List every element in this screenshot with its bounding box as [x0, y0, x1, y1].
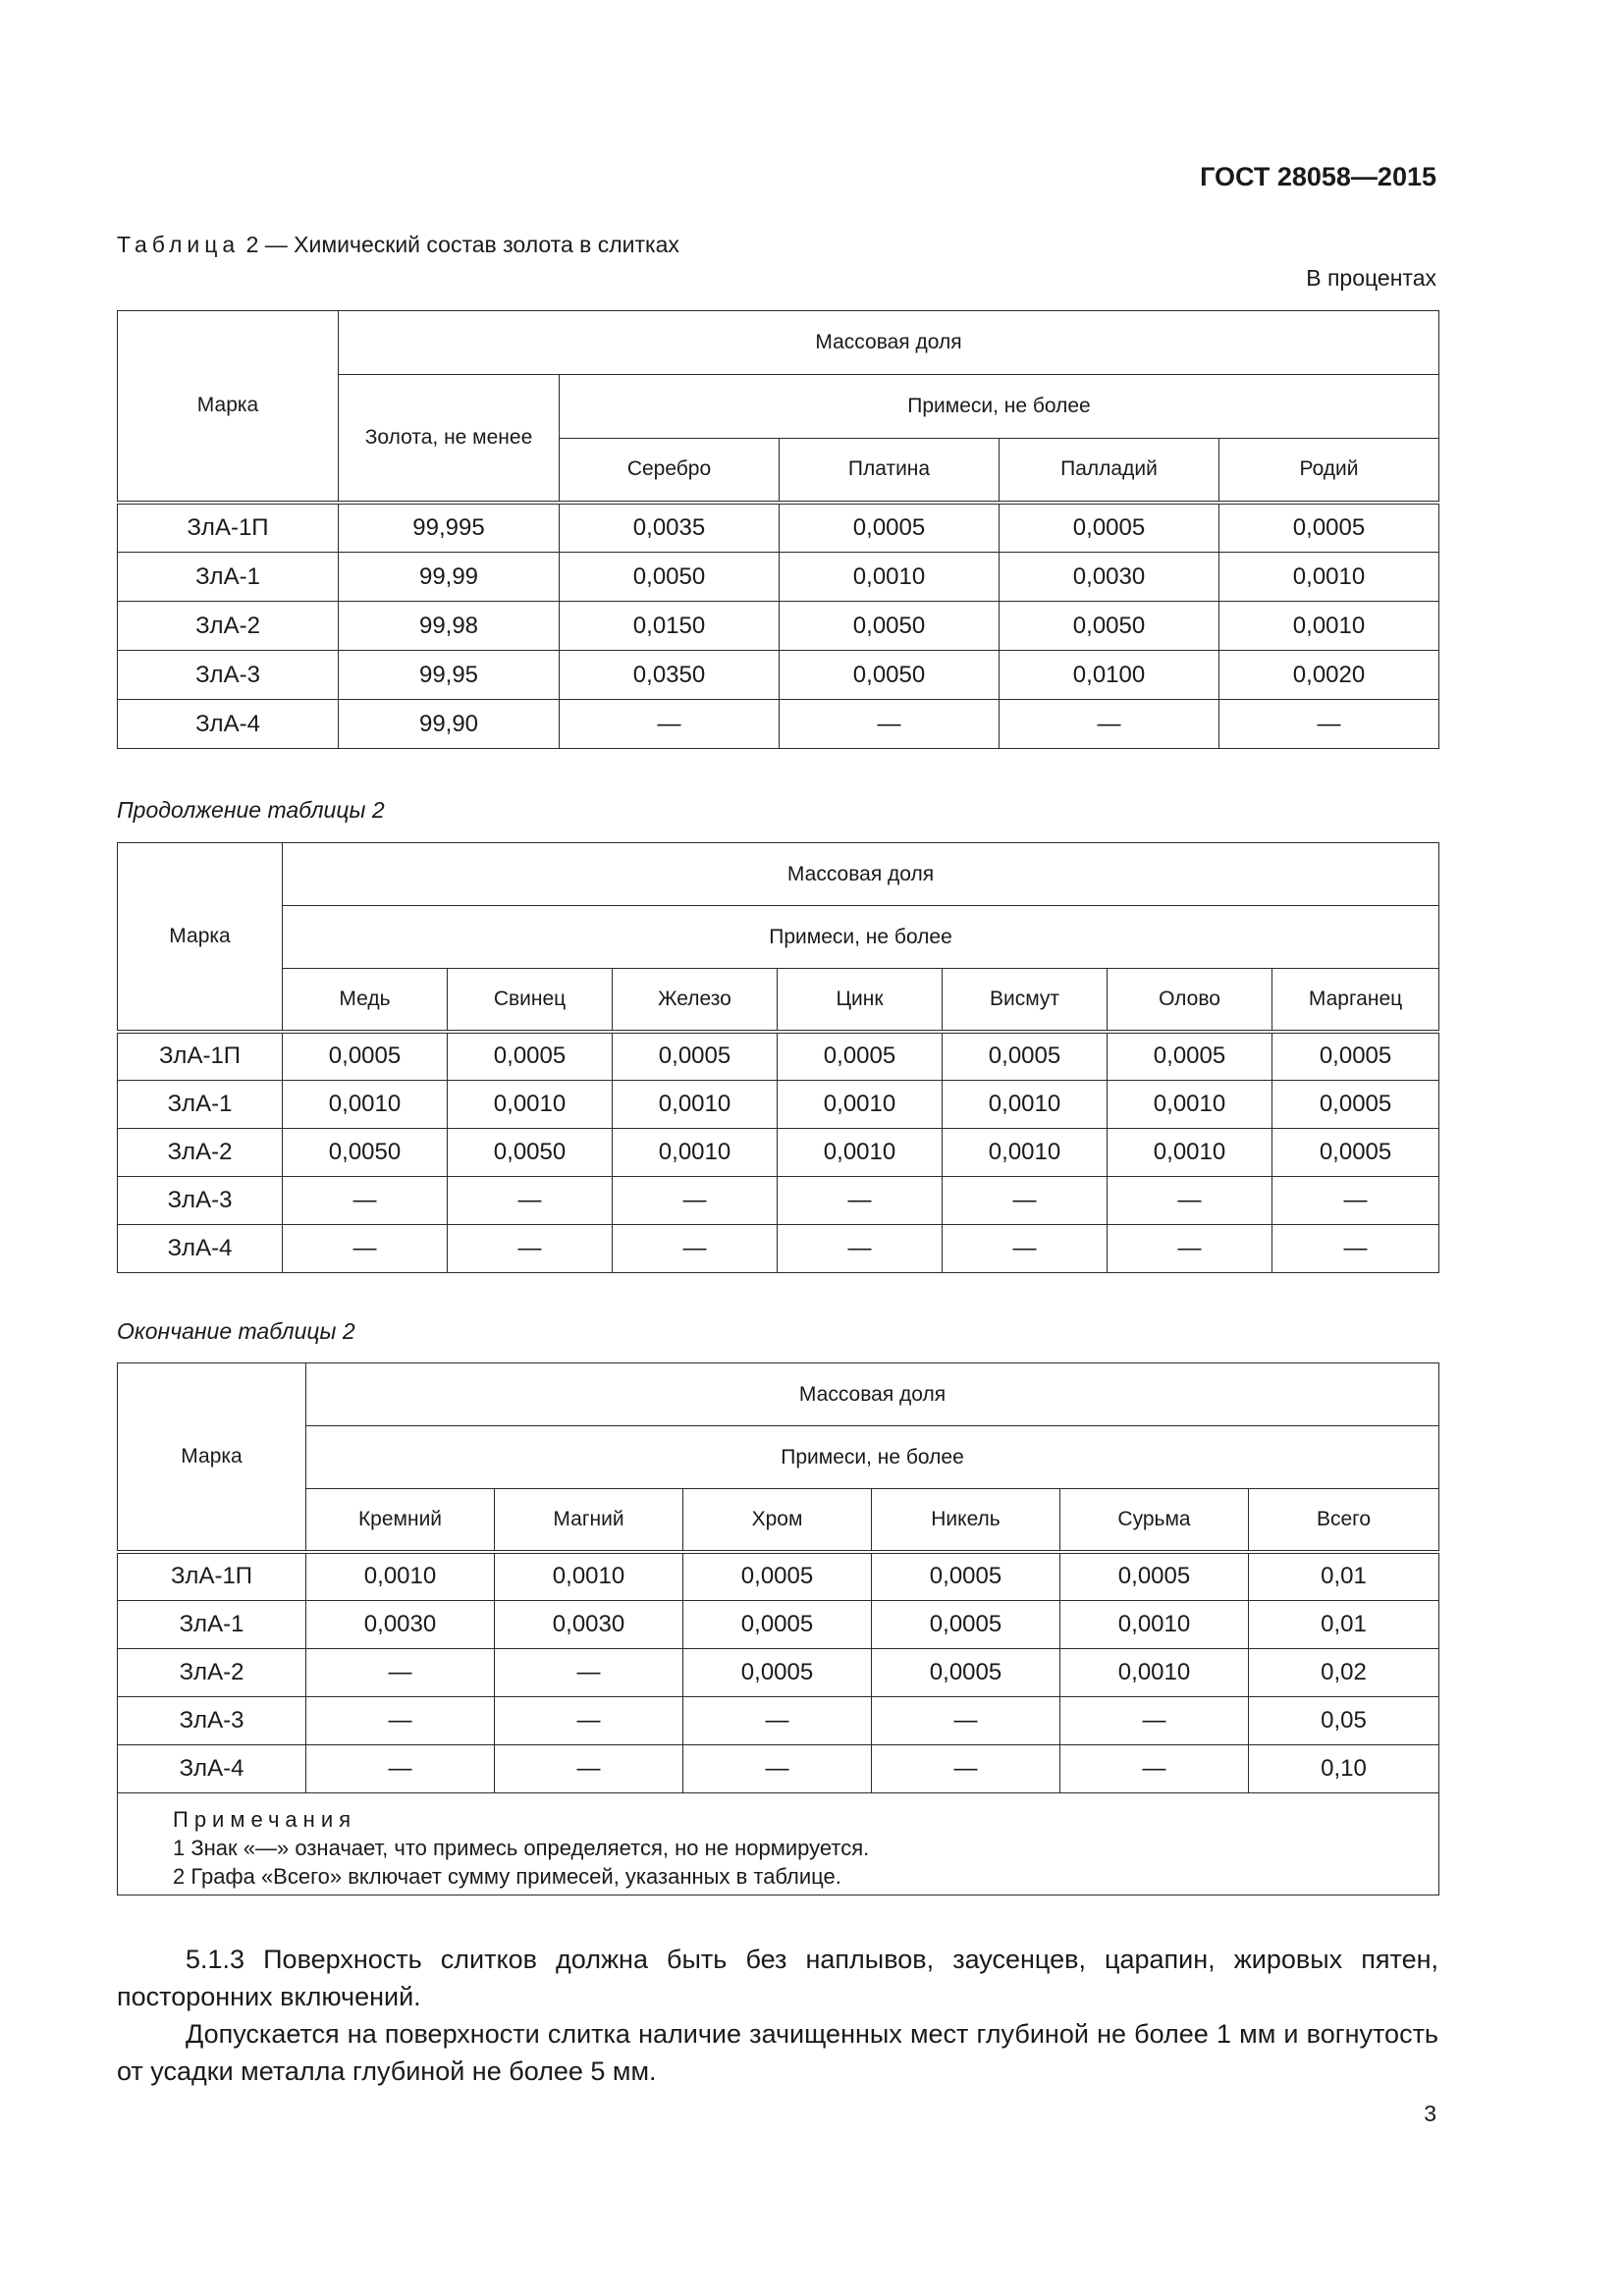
- cell: 0,0035: [560, 503, 780, 553]
- cell: —: [495, 1649, 683, 1697]
- cell: 0,0010: [778, 1129, 943, 1177]
- cell: —: [780, 700, 1000, 749]
- table-row: [118, 1225, 1439, 1273]
- cell: 0,0010: [495, 1552, 683, 1601]
- cell: 0,01: [1249, 1552, 1439, 1601]
- cell: —: [448, 1225, 613, 1273]
- cell: 0,02: [1249, 1649, 1439, 1697]
- ending-label: Окончание таблицы 2: [117, 1318, 355, 1344]
- cell: —: [778, 1177, 943, 1225]
- cell: —: [1219, 700, 1439, 749]
- header-column: Серебро: [560, 439, 780, 503]
- cell: —: [778, 1225, 943, 1273]
- cell: 0,0010: [1219, 553, 1439, 602]
- header-column: Сурьма: [1060, 1489, 1249, 1552]
- cell: ЗлА-1: [118, 553, 339, 602]
- cell: —: [495, 1697, 683, 1745]
- cell: ЗлА-4: [118, 700, 339, 749]
- table-1: [117, 310, 1439, 749]
- header-column: Олово: [1108, 969, 1272, 1032]
- cell: 99,995: [339, 503, 560, 553]
- header-column: Всего: [1249, 1489, 1439, 1552]
- cell: ЗлА-3: [118, 1697, 306, 1745]
- cell: 0,10: [1249, 1745, 1439, 1793]
- cell: 0,01: [1249, 1601, 1439, 1649]
- cell: —: [683, 1745, 872, 1793]
- cell: —: [495, 1745, 683, 1793]
- cell: 0,0150: [560, 602, 780, 651]
- cell: 0,0010: [778, 1081, 943, 1129]
- header-column: Свинец: [448, 969, 613, 1032]
- cell: ЗлА-1: [118, 1601, 306, 1649]
- paragraph: Допускается на поверхности слитка наличие зачищенных мест глубиной не более 1 мм и вогнутость от усадки металла глубиной не более 5 мм.: [117, 2019, 1438, 2086]
- cell: 0,0005: [683, 1649, 872, 1697]
- header-column: Никель: [872, 1489, 1060, 1552]
- cell: —: [1060, 1697, 1249, 1745]
- header-column: Висмут: [943, 969, 1108, 1032]
- table-row: [118, 503, 1439, 553]
- table-3: [117, 1362, 1439, 1896]
- body-text: [117, 1941, 1438, 2090]
- header-column: Палладий: [1000, 439, 1219, 503]
- cell: —: [872, 1697, 1060, 1745]
- cell: —: [943, 1177, 1108, 1225]
- cell: 0,0010: [943, 1081, 1108, 1129]
- standard-code: ГОСТ 28058—2015: [1200, 162, 1436, 191]
- cell: —: [1272, 1225, 1439, 1273]
- cell: 0,0350: [560, 651, 780, 700]
- table-row: [118, 1177, 1439, 1225]
- cell: 0,0005: [613, 1032, 778, 1081]
- note-item: 1 Знак «—» означает, что примесь определяется, но не нормируется.: [173, 1836, 870, 1860]
- cell: ЗлА-1: [118, 1081, 283, 1129]
- cell: 99,95: [339, 651, 560, 700]
- cell: 0,0005: [448, 1032, 613, 1081]
- cell: 0,0005: [283, 1032, 448, 1081]
- cell: 0,0005: [1272, 1081, 1439, 1129]
- cell: 0,0020: [1219, 651, 1439, 700]
- header-impurities: Примеси, не более: [283, 906, 1439, 969]
- cell: 0,0050: [283, 1129, 448, 1177]
- header-impurities: Примеси, не более: [306, 1426, 1439, 1489]
- table-title-prefix: Таблица: [117, 232, 241, 257]
- cell: 0,0050: [448, 1129, 613, 1177]
- cell: —: [1000, 700, 1219, 749]
- table-row: [118, 1129, 1439, 1177]
- cell: 0,0005: [1272, 1129, 1439, 1177]
- cell: 0,0010: [448, 1081, 613, 1129]
- cell: 0,0010: [306, 1552, 495, 1601]
- cell: ЗлА-1П: [118, 1032, 283, 1081]
- cell: 99,90: [339, 700, 560, 749]
- cell: —: [1060, 1745, 1249, 1793]
- cell: 0,0005: [1219, 503, 1439, 553]
- cell: 0,0050: [560, 553, 780, 602]
- cell: —: [1272, 1177, 1439, 1225]
- table-row: [118, 1649, 1439, 1697]
- header-impurities: Примеси, не более: [560, 375, 1439, 439]
- cell: 0,0005: [872, 1552, 1060, 1601]
- cell: 0,0005: [1108, 1032, 1272, 1081]
- cell: —: [872, 1745, 1060, 1793]
- table-row: [118, 553, 1439, 602]
- table-title: [117, 232, 679, 258]
- cell: 0,0005: [1000, 503, 1219, 553]
- header-mass-share: Массовая доля: [306, 1363, 1439, 1426]
- cell: 0,0005: [778, 1032, 943, 1081]
- cell: 0,0010: [1060, 1601, 1249, 1649]
- table-notes: [118, 1793, 1439, 1896]
- cell: ЗлА-3: [118, 1177, 283, 1225]
- cell: 0,0005: [683, 1601, 872, 1649]
- cell: 0,0010: [613, 1081, 778, 1129]
- cell: 0,0005: [1060, 1552, 1249, 1601]
- cell: —: [943, 1225, 1108, 1273]
- cell: 0,0030: [306, 1601, 495, 1649]
- cell: 0,0010: [780, 553, 1000, 602]
- cell: 0,0010: [943, 1129, 1108, 1177]
- cell: —: [1108, 1177, 1272, 1225]
- cell: 0,0100: [1000, 651, 1219, 700]
- cell: —: [283, 1225, 448, 1273]
- note-item: 2 Графа «Всего» включает сумму примесей, указанных в таблице.: [173, 1864, 841, 1889]
- cell: —: [448, 1177, 613, 1225]
- cell: —: [1108, 1225, 1272, 1273]
- header-mark: Марка: [118, 311, 339, 503]
- cell: 0,0010: [1108, 1081, 1272, 1129]
- cell: —: [613, 1177, 778, 1225]
- cell: 0,0010: [613, 1129, 778, 1177]
- header-mass-share: Массовая доля: [283, 843, 1439, 906]
- cell: ЗлА-4: [118, 1225, 283, 1273]
- header-column: Кремний: [306, 1489, 495, 1552]
- table-row: [118, 1601, 1439, 1649]
- cell: —: [306, 1745, 495, 1793]
- header-mark: Марка: [118, 1363, 306, 1552]
- cell: 0,0005: [872, 1649, 1060, 1697]
- units-label: В процентах: [1306, 265, 1436, 291]
- header-column: Платина: [780, 439, 1000, 503]
- table-row: [118, 602, 1439, 651]
- table-2: [117, 842, 1439, 1273]
- cell: —: [306, 1649, 495, 1697]
- cell: ЗлА-2: [118, 1129, 283, 1177]
- cell: 0,0050: [1000, 602, 1219, 651]
- header-column: Хром: [683, 1489, 872, 1552]
- cell: 0,0005: [780, 503, 1000, 553]
- cell: —: [683, 1697, 872, 1745]
- cell: —: [306, 1697, 495, 1745]
- table-row: [118, 1697, 1439, 1745]
- cell: 0,0010: [283, 1081, 448, 1129]
- cell: 0,0030: [495, 1601, 683, 1649]
- table-row: [118, 1032, 1439, 1081]
- table-row: [118, 1552, 1439, 1601]
- cell: 0,0050: [780, 602, 1000, 651]
- cell: ЗлА-1П: [118, 1552, 306, 1601]
- cell: 99,98: [339, 602, 560, 651]
- table-row: [118, 1745, 1439, 1793]
- cell: —: [283, 1177, 448, 1225]
- header-column: Родий: [1219, 439, 1439, 503]
- cell: 0,0050: [780, 651, 1000, 700]
- header-column: Железо: [613, 969, 778, 1032]
- table-row: [118, 651, 1439, 700]
- cell: —: [560, 700, 780, 749]
- header-gold: Золота, не менее: [339, 375, 560, 503]
- cell: 0,0005: [872, 1601, 1060, 1649]
- header-column: Магний: [495, 1489, 683, 1552]
- page-number: 3: [1424, 2101, 1436, 2126]
- cell: ЗлА-3: [118, 651, 339, 700]
- cell: ЗлА-2: [118, 1649, 306, 1697]
- cell: 0,0005: [1272, 1032, 1439, 1081]
- notes-row: [118, 1793, 1439, 1896]
- header-column: Марганец: [1272, 969, 1439, 1032]
- cell: ЗлА-1П: [118, 503, 339, 553]
- cell: 0,0010: [1060, 1649, 1249, 1697]
- header-mass-share: Массовая доля: [339, 311, 1439, 375]
- cell: 0,0010: [1108, 1129, 1272, 1177]
- table-row: [118, 1081, 1439, 1129]
- cell: 0,0030: [1000, 553, 1219, 602]
- cell: 0,0010: [1219, 602, 1439, 651]
- cell: 0,0005: [683, 1552, 872, 1601]
- paragraph: 5.1.3 Поверхность слитков должна быть без наплывов, заусенцев, царапин, жировых пятен, посторонних включений.: [117, 1945, 1438, 2011]
- cell: 0,05: [1249, 1697, 1439, 1745]
- header-mark: Марка: [118, 843, 283, 1032]
- table-row: [118, 700, 1439, 749]
- table-title-text: 2 — Химический состав золота в слитках: [240, 232, 679, 257]
- cell: ЗлА-4: [118, 1745, 306, 1793]
- header-column: Медь: [283, 969, 448, 1032]
- cell: ЗлА-2: [118, 602, 339, 651]
- notes-heading: Примечания: [173, 1807, 357, 1832]
- cell: 99,99: [339, 553, 560, 602]
- cell: —: [613, 1225, 778, 1273]
- header-column: Цинк: [778, 969, 943, 1032]
- cell: 0,0005: [943, 1032, 1108, 1081]
- continuation-label: Продолжение таблицы 2: [117, 797, 385, 823]
